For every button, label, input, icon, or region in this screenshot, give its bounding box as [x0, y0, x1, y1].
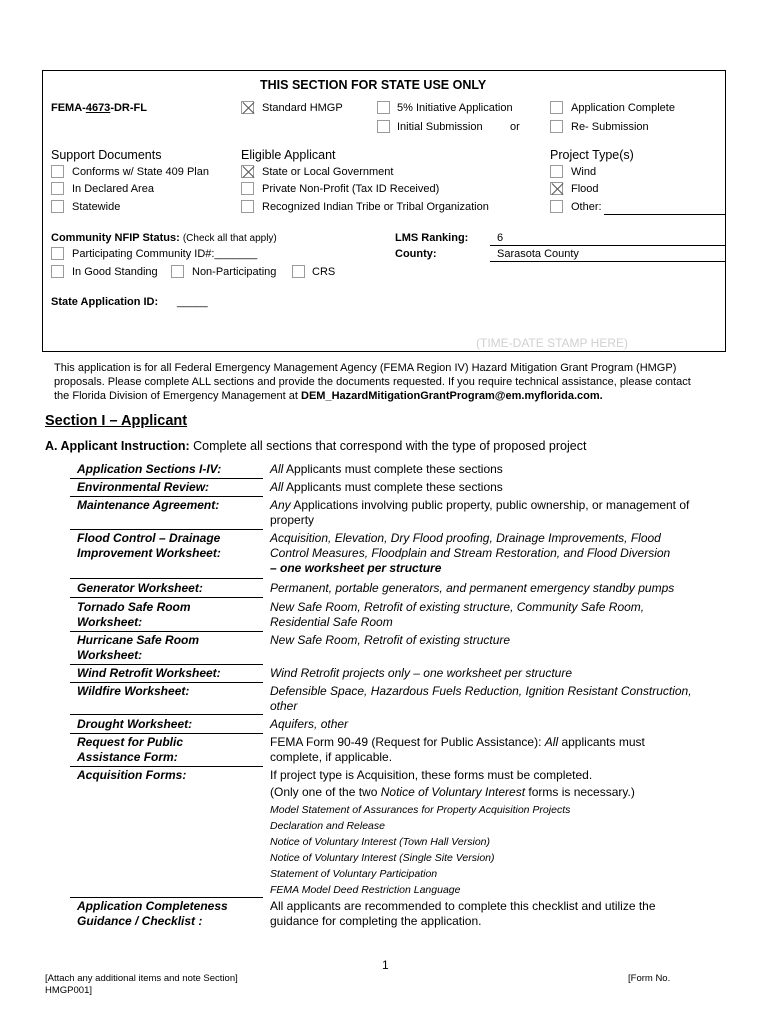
row-divider	[70, 733, 263, 734]
or-label: or	[510, 121, 520, 133]
row-label: Generator Worksheet:	[77, 581, 203, 595]
state-section-title: THIS SECTION FOR STATE USE ONLY	[260, 78, 487, 92]
time-date-stamp: (TIME-DATE STAMP HERE)	[476, 336, 629, 350]
non-participating-label: Non-Participating	[192, 266, 277, 278]
application-complete-label: Application Complete	[571, 102, 675, 114]
row-divider	[70, 578, 263, 579]
row-desc: Wind Retrofit projects only – one worksheet per structure	[270, 666, 573, 680]
acquisition-form-item: Model Statement of Assurances for Property Acquisition Projects	[270, 804, 571, 816]
footer-right: [Form No.	[628, 973, 671, 984]
row-label: Hurricane Safe Room Worksheet:	[77, 633, 200, 662]
crs-label: CRS	[312, 266, 336, 278]
private-nonprofit-checkbox[interactable]	[241, 182, 254, 195]
application-complete-checkbox[interactable]	[550, 101, 563, 114]
row-divider	[70, 478, 263, 479]
row-desc: New Safe Room, Retrofit of existing structure, Community Safe Room, Residential Safe Room	[270, 600, 645, 629]
row-label: Environmental Review:	[77, 480, 210, 494]
initiative-label: 5% Initiative Application	[397, 102, 513, 114]
acquisition-form-item: Statement of Voluntary Participation	[270, 868, 438, 880]
fema-disaster-number: FEMA-4673-DR-FL	[51, 102, 147, 114]
page-number: 1	[382, 958, 389, 972]
lms-ranking-value[interactable]: 6	[497, 232, 504, 244]
section-title: Section I – Applicant	[45, 413, 188, 429]
support-doc-label: Statewide	[72, 201, 121, 213]
row-label: Wind Retrofit Worksheet:	[77, 666, 221, 680]
row-label: Application Completeness Guidance / Checklist :	[77, 899, 228, 928]
wind-checkbox[interactable]	[550, 165, 563, 178]
row-desc: Permanent, portable generators, and permanent emergency standby pumps	[270, 581, 675, 595]
lms-underline	[490, 245, 726, 246]
row-label: Request for Public Assistance Form:	[77, 735, 184, 764]
county-value[interactable]: Sarasota County	[497, 248, 579, 260]
non-participating-checkbox[interactable]	[171, 265, 184, 278]
participating-label: Participating Community ID#:_______	[72, 248, 258, 260]
row-divider	[70, 714, 263, 715]
initial-submission-checkbox[interactable]	[377, 120, 390, 133]
eligible-label: Recognized Indian Tribe or Tribal Organization	[262, 201, 489, 213]
support-doc-label: Conforms w/ State 409 Plan	[72, 166, 209, 178]
row-divider	[70, 496, 263, 497]
footer-left: [Attach any additional items and note Section] HMGP001]	[45, 973, 238, 996]
contact-email[interactable]: DEM_HazardMitigationGrantProgram@em.myflorida.com.	[301, 390, 603, 402]
row-divider	[70, 664, 263, 665]
row-divider	[70, 897, 263, 898]
project-type-label: Wind	[571, 166, 597, 178]
row-label: Tornado Safe Room Worksheet:	[77, 600, 191, 629]
standard-hmgp-label: Standard HMGP	[262, 102, 343, 114]
row-desc: All Applicants must complete these sections	[270, 462, 503, 476]
acquisition-form-item: Notice of Voluntary Interest (Town Hall Version)	[270, 836, 491, 848]
resubmission-checkbox[interactable]	[550, 120, 563, 133]
eligible-label: State or Local Government	[262, 166, 394, 178]
state-local-gov-checkbox[interactable]	[241, 165, 254, 178]
row-label: Acquisition Forms:	[77, 768, 187, 782]
other-underline	[604, 214, 726, 215]
row-divider	[70, 766, 263, 767]
acquisition-form-item: Declaration and Release	[270, 820, 385, 832]
state-app-id-label: State Application ID:	[51, 296, 159, 308]
row-divider	[70, 529, 263, 530]
tribe-checkbox[interactable]	[241, 200, 254, 213]
intro-line: proposals. Please complete ALL sections and provide the documents requested. If you require technical assistance, please contact	[54, 376, 691, 388]
project-type-label: Flood	[571, 183, 599, 195]
eligible-label: Private Non-Profit (Tax ID Received)	[262, 183, 440, 195]
nfip-status: Community NFIP Status: (Check all that apply)	[51, 232, 277, 244]
row-desc: Defensible Space, Hazardous Fuels Reduction, Ignition Resistant Construction, other	[270, 684, 692, 713]
applicant-instruction: A. Applicant Instruction: Complete all sections that correspond with the type of proposed project	[45, 439, 587, 453]
state-app-id-value[interactable]: _____	[177, 296, 208, 308]
row-desc: New Safe Room, Retrofit of existing structure	[270, 633, 511, 647]
intro-line: the Florida Division of Emergency Management at DEM_HazardMitigationGrantProgram@em.myflorida.com.	[54, 390, 603, 402]
declared-area-checkbox[interactable]	[51, 182, 64, 195]
other-checkbox[interactable]	[550, 200, 563, 213]
good-standing-label: In Good Standing	[72, 266, 158, 278]
acquisition-form-item: FEMA Model Deed Restriction Language	[270, 884, 461, 896]
acquisition-form-item: Notice of Voluntary Interest (Single Site Version)	[270, 852, 495, 864]
intro-paragraph	[54, 361, 691, 403]
county-underline	[490, 261, 726, 262]
resubmission-label: Re- Submission	[571, 121, 649, 133]
support-doc-label: In Declared Area	[72, 183, 154, 195]
row-divider	[70, 631, 263, 632]
initiative-checkbox[interactable]	[377, 101, 390, 114]
conforms-409-checkbox[interactable]	[51, 165, 64, 178]
crs-checkbox[interactable]	[292, 265, 305, 278]
project-types-title: Project Type(s)	[550, 148, 634, 162]
project-type-label: Other:	[571, 201, 602, 213]
row-desc: FEMA Form 90-49 (Request for Public Assistance): All applicants must complete, if applicable.	[270, 735, 645, 764]
row-label: Wildfire Worksheet:	[77, 684, 190, 698]
statewide-checkbox[interactable]	[51, 200, 64, 213]
support-documents-title: Support Documents	[51, 148, 162, 162]
lms-ranking-label: LMS Ranking:	[395, 232, 469, 244]
row-divider	[70, 682, 263, 683]
participating-checkbox[interactable]	[51, 247, 64, 260]
intro-line: This application is for all Federal Emergency Management Agency (FEMA Region IV) Hazard Mitigation Grant Program (HMGP)	[54, 362, 677, 374]
flood-checkbox[interactable]	[550, 182, 563, 195]
row-desc: All applicants are recommended to complete this checklist and utilize the guidance for completing the application.	[270, 899, 656, 928]
standard-hmgp-checkbox[interactable]	[241, 101, 254, 114]
good-standing-checkbox[interactable]	[51, 265, 64, 278]
row-label: Application Sections I-IV:	[77, 462, 222, 476]
row-desc: If project type is Acquisition, these forms must be completed. (Only one of the two Notice of Voluntary Interest forms is necessary.) Model Statement of Assurances for Property Acquisition Projects Declaration and Release Notice of Voluntary Interest (Town Hall Version) Notice of Voluntary Interest (Single Site Version) Statement of Voluntary Participation FEMA Model Deed Restriction Language	[270, 768, 720, 898]
row-desc: Acquisition, Elevation, Dry Flood proofing, Drainage Improvements, Flood Control Measures, Floodplain and Stream Restoration, and Flood Diversion – one worksheet per structure	[270, 531, 671, 575]
county-label: County:	[395, 248, 437, 260]
row-divider	[70, 597, 263, 598]
row-label: Flood Control – Drainage Improvement Worksheet:	[77, 531, 221, 560]
initial-submission-label: Initial Submission	[397, 121, 483, 133]
row-desc: All Applicants must complete these sections	[270, 480, 503, 494]
row-desc: Any Applications involving public property, public ownership, or management of property	[270, 498, 690, 527]
row-label: Maintenance Agreement:	[77, 498, 220, 512]
row-desc: Aquifers, other	[270, 717, 349, 731]
eligible-applicant-title: Eligible Applicant	[241, 148, 336, 162]
row-label: Drought Worksheet:	[77, 717, 193, 731]
